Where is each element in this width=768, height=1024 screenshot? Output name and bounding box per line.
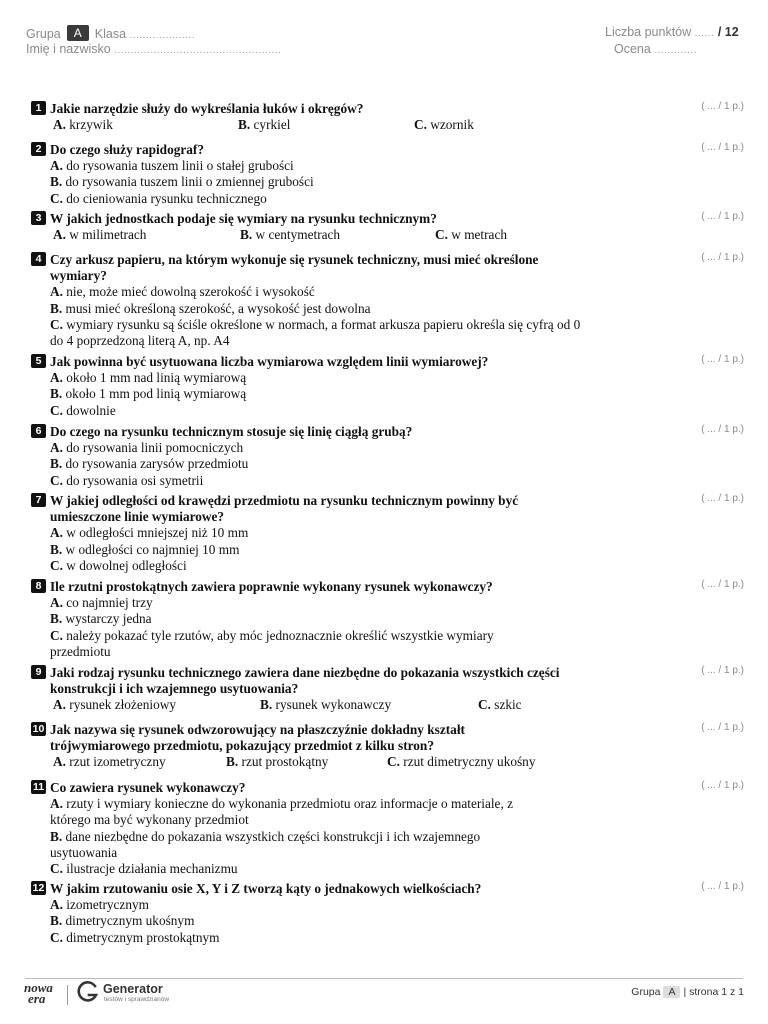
options-row — [50, 754, 595, 770]
option-c[interactable]: C. dowolnie — [50, 402, 116, 418]
question-5 — [31, 354, 605, 419]
option-a[interactable]: A. około 1 mm nad linią wymiarową — [50, 370, 247, 386]
logo-nowa-text: nowa — [24, 980, 53, 995]
class-field[interactable]: .................... — [129, 30, 196, 41]
option-c[interactable]: C. dimetrycznym prostokątnym — [50, 929, 220, 945]
footer-page-text: | strona 1 z 1 — [683, 986, 744, 998]
footer-divider — [25, 978, 743, 979]
question-6 — [31, 424, 605, 489]
question-11 — [31, 780, 605, 877]
points-q11: ( ... / 1 p.) — [701, 780, 744, 791]
points-q1: ( ... / 1 p.) — [701, 101, 744, 112]
option-b[interactable]: B. dane niezbędne do pokazania wszystkich części konstrukcji i ich wzajemnego usytuowania — [50, 828, 481, 860]
question-8 — [31, 579, 605, 660]
option-a[interactable]: A. rzuty i wymiary konieczne do wykonania przedmiotu oraz informacje o materiale, z którego ma być wykonany przedmiot — [50, 796, 514, 828]
question-number: 11 — [32, 781, 45, 793]
question-2 — [31, 142, 605, 207]
option-b[interactable]: B. rzut prostokątny — [226, 754, 329, 770]
option-b[interactable]: B. w centymetrach — [240, 227, 341, 243]
question-text: Jakie narzędzie służy do wykreślania łuków i okręgów? — [50, 101, 364, 116]
question-text: Do czego na rysunku technicznym stosuje się linię ciągłą grubą? — [50, 424, 413, 439]
question-text: Ile rzutni prostokątnych zawiera poprawnie wykonany rysunek wykonawczy? — [50, 579, 493, 594]
option-a[interactable]: A. izometrycznym — [50, 897, 149, 913]
points-total: / 12 — [717, 25, 739, 39]
logo-era-text: era — [28, 991, 46, 1006]
question-text: Jak nazywa się rysunek odwzorowujący na płaszczyźnie dokładny kształt trójwymiarowego przedmiotu, pokazujący przedmiot z kilku stron? — [50, 722, 465, 754]
question-number: 3 — [31, 211, 46, 225]
points-q7: ( ... / 1 p.) — [701, 493, 744, 504]
question-number: 2 — [31, 142, 46, 156]
question-10 — [31, 722, 595, 771]
question-text: Do czego służy rapidograf? — [50, 142, 204, 157]
points-q5: ( ... / 1 p.) — [701, 354, 744, 365]
nowa-era-logo — [24, 982, 53, 1004]
option-b[interactable]: B. wystarczy jedna — [50, 611, 152, 627]
points-q9: ( ... / 1 p.) — [701, 665, 744, 676]
option-a[interactable]: A. nie, może mieć dowolną szerokość i wysokość — [50, 284, 315, 300]
option-c[interactable]: C. wzornik — [414, 117, 474, 133]
option-b[interactable]: B. około 1 mm pod linią wymiarową — [50, 386, 247, 402]
question-12 — [31, 881, 605, 946]
option-c[interactable]: C. w metrach — [435, 227, 508, 243]
question-number: 8 — [31, 579, 46, 593]
option-c[interactable]: C. rzut dimetryczny ukośny — [387, 754, 536, 770]
question-text: Jak powinna być usytuowana liczba wymiarowa względem linii wymiarowej? — [50, 354, 489, 369]
header-points — [605, 25, 739, 39]
points-q2: ( ... / 1 p.) — [701, 142, 744, 153]
option-a[interactable]: A. w odległości mniejszej niż 10 mm — [50, 525, 249, 541]
option-a[interactable]: A. krzywik — [53, 117, 113, 133]
header-name — [26, 42, 281, 56]
question-number: 5 — [31, 354, 46, 368]
option-a[interactable]: A. w milimetrach — [53, 227, 147, 243]
question-text: W jakich jednostkach podaje się wymiary na rysunku technicznym? — [50, 211, 437, 226]
grade-field[interactable]: ............. — [654, 45, 697, 56]
question-4 — [31, 252, 595, 349]
header-group — [26, 25, 195, 41]
question-text: Czy arkusz papieru, na którym wykonuje się rysunek techniczny, musi mieć określone wymiary? — [50, 252, 539, 284]
name-field[interactable]: ................................................... — [114, 45, 282, 56]
option-b[interactable]: B. do rysowania zarysów przedmiotu — [50, 456, 249, 472]
option-b[interactable]: B. dimetrycznym ukośnym — [50, 913, 195, 929]
question-number: 7 — [31, 493, 46, 507]
option-b[interactable]: B. do rysowania tuszem linii o zmiennej grubości — [50, 174, 314, 190]
group-badge: A — [67, 25, 89, 41]
option-a[interactable]: A. rzut izometryczny — [53, 754, 166, 770]
group-label: Grupa — [26, 27, 61, 41]
grade-label: Ocena — [614, 42, 651, 56]
footer-page-info — [631, 986, 744, 998]
question-number: 6 — [31, 424, 46, 438]
footer-group-label: Grupa — [631, 986, 661, 998]
generator-g-icon — [77, 981, 99, 1003]
option-c[interactable]: C. należy pokazać tyle rzutów, aby móc jednoznacznie określić wszystkie wymiary przedmiotu — [50, 627, 494, 659]
options-row — [50, 117, 595, 133]
question-text: Jaki rodzaj rysunku technicznego zawiera dane niezbędne do pokazania wszystkich części konstrukcji i ich wzajemnego usytuowania? — [50, 665, 560, 697]
option-b[interactable]: B. w odległości co najmniej 10 mm — [50, 541, 240, 557]
points-q3: ( ... / 1 p.) — [701, 211, 744, 222]
points-q10: ( ... / 1 p.) — [701, 722, 744, 733]
question-text: W jakim rzutowaniu osie X, Y i Z tworzą kąty o jednakowych wielkościach? — [50, 881, 482, 896]
points-q4: ( ... / 1 p.) — [701, 252, 744, 263]
points-label: Liczba punktów — [605, 25, 692, 39]
question-text: W jakiej odległości od krawędzi przedmiotu na rysunku technicznym powinny być umieszczone linie wymiarowe? — [50, 493, 519, 525]
points-q6: ( ... / 1 p.) — [701, 424, 744, 435]
points-q8: ( ... / 1 p.) — [701, 579, 744, 590]
question-3 — [31, 211, 605, 243]
option-c[interactable]: C. szkic — [478, 697, 522, 713]
points-q12: ( ... / 1 p.) — [701, 881, 744, 892]
name-label: Imię i nazwisko — [26, 42, 111, 56]
question-9 — [31, 665, 595, 714]
options-row — [50, 697, 595, 713]
question-7 — [31, 493, 595, 574]
generator-title: Generator — [103, 982, 163, 996]
points-field[interactable]: ...... — [694, 28, 715, 39]
options-row — [50, 227, 595, 243]
header-grade — [614, 42, 697, 56]
option-a[interactable]: A. do rysowania tuszem linii o stałej grubości — [50, 158, 294, 174]
question-number: 1 — [31, 101, 46, 115]
question-text: Co zawiera rysunek wykonawczy? — [50, 780, 246, 795]
option-b[interactable]: B. musi mieć określoną szerokość, a wysokość jest dowolna — [50, 300, 371, 316]
option-c[interactable]: C. do cieniowania rysunku technicznego — [50, 190, 267, 206]
question-number: 10 — [32, 723, 45, 735]
question-number: 4 — [31, 252, 46, 266]
option-a[interactable]: A. co najmniej trzy — [50, 595, 153, 611]
question-number: 9 — [31, 665, 46, 679]
question-number: 12 — [32, 882, 45, 894]
class-label: Klasa — [94, 27, 127, 41]
option-c[interactable]: C. w dowolnej odległości — [50, 557, 187, 573]
option-c[interactable]: C. do rysowania osi symetrii — [50, 472, 204, 488]
option-b[interactable]: B. rysunek wykonawczy — [260, 697, 392, 713]
generator-subtitle: testów i sprawdzianów — [104, 996, 170, 1003]
footer-group-badge: A — [663, 986, 680, 998]
question-1 — [31, 101, 605, 133]
option-b[interactable]: B. cyrkiel — [238, 117, 291, 133]
option-a[interactable]: A. rysunek złożeniowy — [53, 697, 176, 713]
option-c[interactable]: C. ilustracje działania mechanizmu — [50, 861, 238, 877]
option-c[interactable]: C. wymiary rysunku są ściśle określone w normach, a format arkusza papieru określa się cyfrą od 0 do 4 poprzedzoną literą A, np. A4 — [50, 316, 581, 349]
option-a[interactable]: A. do rysowania linii pomocniczych — [50, 440, 244, 456]
logo-separator — [67, 985, 68, 1005]
